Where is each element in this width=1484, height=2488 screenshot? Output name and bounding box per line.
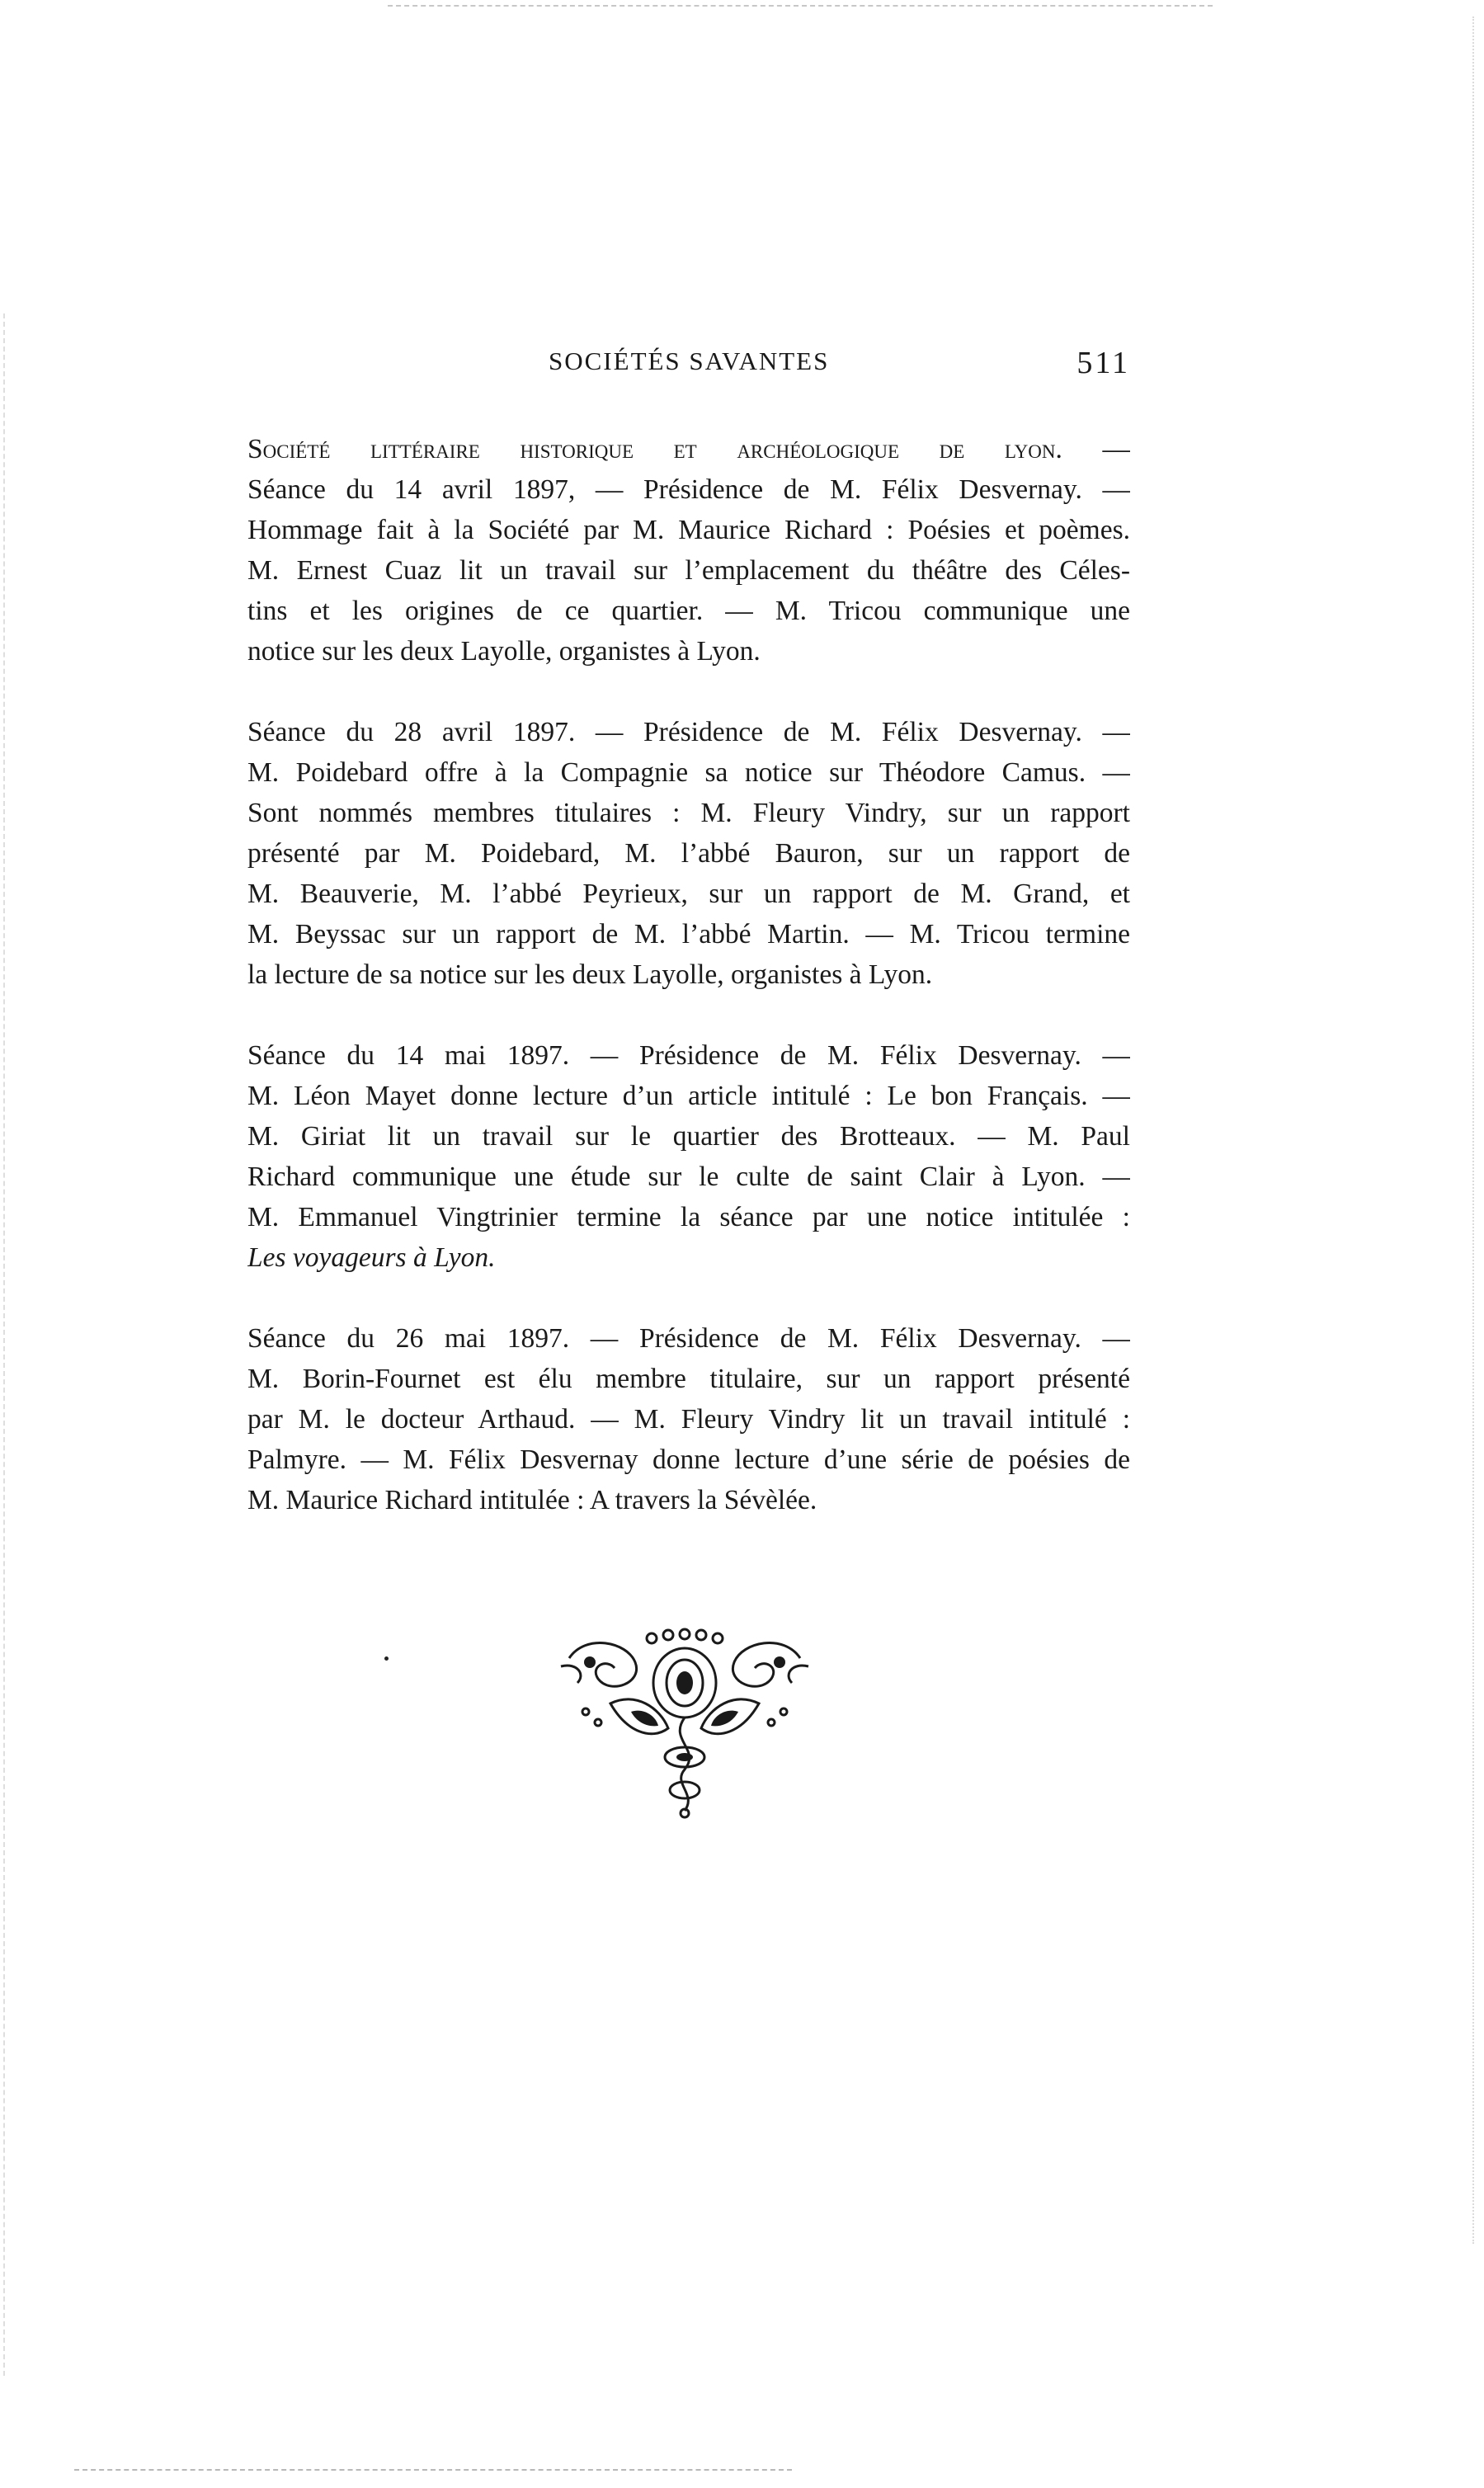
text-line: notice sur les deux Layolle, organistes à Lyon. [247, 636, 761, 667]
text-line: M. Beyssac sur un rapport de M. l’abbé Martin. — M. Tricou termine [247, 919, 1130, 949]
page-header [247, 346, 1130, 396]
text-line: M. Poidebard offre à la Compagnie sa notice sur Théodore Camus. — [247, 757, 1130, 788]
text-line: M. Beauverie, M. l’abbé Peyrieux, sur un rapport de M. Grand, et [247, 879, 1130, 909]
text-line: Sont nommés membres titulaires : M. Fleury Vindry, sur un rapport [247, 798, 1130, 828]
text-line: M. Giriat lit un travail sur le quartier des Brotteaux. — M. Paul [247, 1121, 1130, 1152]
text-line: Séance du 14 mai 1897. — Présidence de M. Félix Desvernay. — [247, 1040, 1130, 1071]
scan-edge-artifact-right [1472, 16, 1474, 2244]
text-line: Palmyre. — M. Félix Desvernay donne lecture d’une série de poésies de [247, 1444, 1130, 1475]
text-line: Les voyageurs à Lyon. [247, 1242, 496, 1273]
text-line: tins et les origines de ce quartier. — M. Tricou communique une [247, 596, 1130, 626]
scan-edge-artifact-top [388, 5, 1213, 7]
page-number: 511 [1076, 346, 1130, 380]
text-line: Séance du 14 avril 1897, — Présidence de M. Félix Desvernay. — [247, 474, 1130, 505]
floral-tailpiece-ornament-icon [553, 1625, 817, 1823]
text-line: M. Emmanuel Vingtrinier termine la séance par une notice intitulée : [247, 1202, 1130, 1232]
text-line: Société littéraire historique et archéologique de lyon. — [247, 434, 1130, 464]
text-line: la lecture de sa notice sur les deux Layolle, organistes à Lyon. [247, 959, 933, 990]
text-line: par M. le docteur Arthaud. — M. Fleury Vindry lit un travail intitulé : [247, 1404, 1130, 1435]
text-line: présenté par M. Poidebard, M. l’abbé Bauron, sur un rapport de [247, 838, 1130, 869]
body-text [247, 429, 1130, 1520]
paragraph-seance-14-mai [247, 1035, 1130, 1278]
text-line: Séance du 26 mai 1897. — Présidence de M. Félix Desvernay. — [247, 1323, 1130, 1354]
text-line: M. Ernest Cuaz lit un travail sur l’emplacement du théâtre des Céles- [247, 555, 1130, 586]
scan-edge-artifact-bottom [74, 2469, 792, 2471]
text-line: Richard communique une étude sur le culte de saint Clair à Lyon. — [247, 1162, 1130, 1192]
paragraph-seance-28-avril [247, 712, 1130, 995]
paragraph-seance-14-avril [247, 429, 1130, 671]
text-line: M. Borin-Fournet est élu membre titulaire, sur un rapport présenté [247, 1364, 1130, 1394]
scan-edge-artifact-left [3, 313, 5, 2376]
stray-ink-dot [384, 1656, 389, 1661]
paragraph-seance-26-mai [247, 1318, 1130, 1520]
text-line: Hommage fait à la Société par M. Maurice Richard : Poésies et poèmes. [247, 515, 1130, 545]
text-line: M. Maurice Richard intitulée : A travers la Sévèlée. [247, 1485, 817, 1515]
text-line: Séance du 28 avril 1897. — Présidence de M. Félix Desvernay. — [247, 717, 1130, 747]
running-title: SOCIÉTÉS SAVANTES [549, 346, 830, 375]
text-line: M. Léon Mayet donne lecture d’un article intitulé : Le bon Français. — [247, 1081, 1130, 1111]
